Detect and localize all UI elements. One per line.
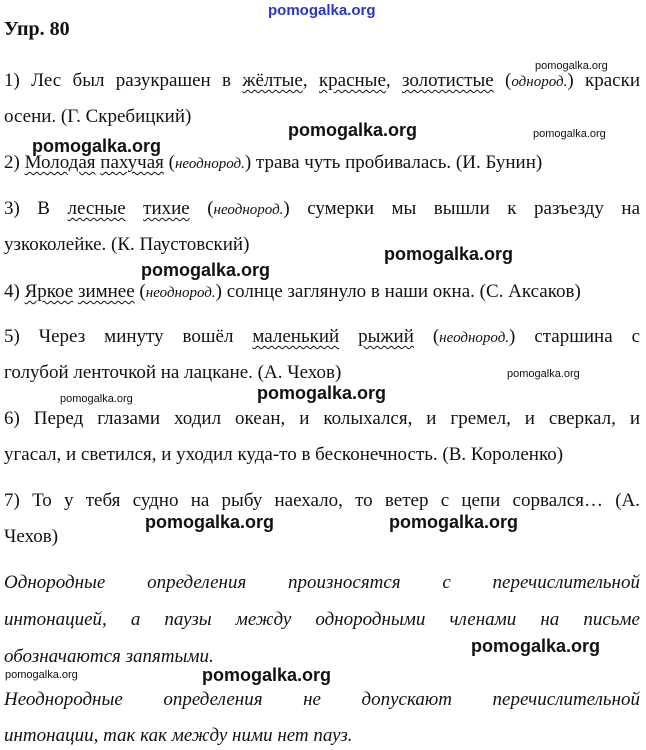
watermark-large: pomogalka.org	[32, 136, 162, 156]
text-segment: ,	[302, 70, 319, 91]
text-segment: (	[493, 70, 512, 91]
rule-1-line-2: интонацией, а паузы между однородными членами на письме	[4, 609, 640, 630]
grammar-note: неоднород.	[439, 330, 510, 346]
sentence-6-line-1: 6) Перед глазами ходил океан, и колыхался, и гремел, и сверкал, и	[4, 408, 640, 429]
watermark-small: pomogalka.org	[60, 393, 133, 405]
watermark-large: pomogalka.org	[145, 512, 275, 532]
watermark-small: pomogalka.org	[533, 128, 606, 140]
underlined-word: золотистые	[401, 70, 494, 91]
sentence-5-line-2: голубой ленточкой на лацкане. (А. Чехов)	[4, 362, 342, 383]
watermark-large: pomogalka.org	[471, 636, 601, 656]
watermark-small: pomogalka.org	[507, 368, 580, 380]
text-segment	[126, 198, 143, 219]
grammar-note: неоднород.	[213, 202, 284, 218]
text-segment: 5) Через минуту вошёл	[4, 326, 253, 347]
watermark-large: pomogalka.org	[141, 260, 271, 280]
text-segment: 2)	[4, 152, 25, 173]
underlined-word: жёлтые	[242, 70, 303, 91]
grammar-note: неоднород.	[174, 156, 245, 172]
sentence-1-line-2: осени. (Г. Скребицкий)	[4, 106, 192, 127]
text-segment	[339, 326, 358, 347]
watermark-large: pomogalka.org	[288, 120, 418, 140]
text-segment: (	[134, 281, 146, 302]
text-segment: ) старшина с	[509, 326, 641, 347]
underlined-word: тихие	[143, 198, 190, 219]
watermark-large: pomogalka.org	[389, 512, 519, 532]
watermark-large: pomogalka.org	[384, 244, 514, 264]
text-segment: 4)	[4, 281, 25, 302]
text-segment: ) трава чуть пробивалась. (И. Бунин)	[244, 152, 543, 173]
text-segment: ) сумерки мы вышли к разъезду на	[283, 198, 640, 219]
underlined-word: рыжий	[358, 326, 414, 347]
text-segment: (	[189, 198, 214, 219]
rule-2-line-1: Неоднородные определения не допускают перечислительной	[4, 689, 640, 710]
underlined-word: лесные	[67, 198, 126, 219]
sentence-7-line-2: Чехов)	[4, 526, 59, 547]
rule-1-line-3: обозначаются запятыми.	[4, 646, 214, 667]
watermark-large: pomogalka.org	[257, 383, 387, 403]
text-segment: ) солнце заглянуло в наши окна. (С. Аксаков)	[215, 281, 581, 302]
exercise-title: Упр. 80	[4, 18, 70, 40]
sentence-4	[4, 281, 640, 304]
underlined-word: Молодая	[24, 152, 96, 173]
text-segment: (	[413, 326, 440, 347]
grammar-note: однород.	[511, 74, 568, 90]
text-segment: 3) В	[4, 198, 68, 219]
text-segment: 1) Лес был разукрашен в	[4, 70, 243, 91]
underlined-word: Яркое	[24, 281, 74, 302]
sentence-3-line-2: узкоколейке. (К. Паустовский)	[4, 234, 250, 255]
underlined-word: зимнее	[77, 281, 135, 302]
grammar-note: неоднород.	[145, 285, 216, 301]
underlined-word: маленький	[252, 326, 340, 347]
rule-1-line-1: Однородные определения произносятся с перечислительной	[4, 572, 640, 593]
underlined-word: красные	[318, 70, 386, 91]
text-segment: (	[163, 152, 175, 173]
text-segment: ,	[385, 70, 402, 91]
sentence-5-line-1	[4, 326, 640, 349]
sentence-1-line-1	[4, 70, 640, 93]
underlined-word: пахучая	[100, 152, 164, 173]
watermark-large: pomogalka.org	[202, 665, 332, 685]
watermark-small: pomogalka.org	[535, 60, 608, 72]
sentence-3-line-1	[4, 198, 640, 221]
watermark-top: pomogalka.org	[268, 2, 376, 19]
watermark-small: pomogalka.org	[5, 669, 78, 681]
text-segment: ) краски	[567, 70, 640, 91]
sentence-7-line-1: 7) То у тебя судно на рыбу наехало, то ветер с цепи сорвался… (А.	[4, 490, 640, 511]
rule-2-line-2: интонации, так как между ними нет пауз.	[4, 725, 353, 746]
sentence-6-line-2: угасал, и светился, и уходил куда-то в бесконечность. (В. Короленко)	[4, 444, 564, 465]
